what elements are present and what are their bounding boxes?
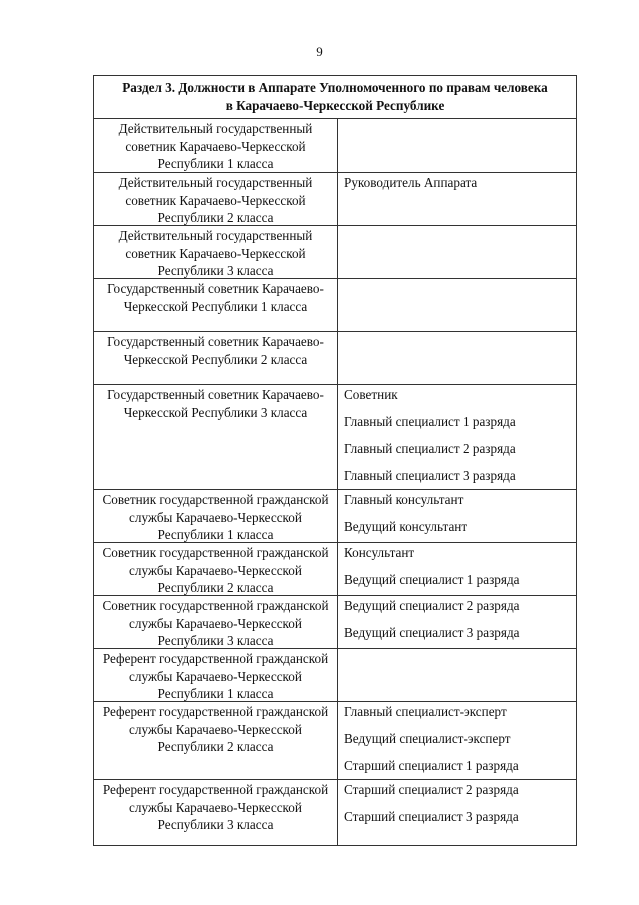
positions-cell xyxy=(344,173,572,200)
rank-cell: Действительный государственный советник Карачаево-Черкесской Республики 3 класса xyxy=(118,228,313,278)
table-row xyxy=(94,649,576,702)
position-item: Ведущий специалист-эксперт xyxy=(344,731,511,746)
position-item: Главный специалист-эксперт xyxy=(344,704,507,719)
rank-cell: Советник государственной гражданской службы Карачаево-Черкесской Республики 3 класса xyxy=(102,598,329,648)
table-row xyxy=(94,543,576,596)
rank-cell: Референт государственной гражданской службы Карачаево-Черкесской Республики 3 класса xyxy=(102,782,329,832)
section-heading: Раздел 3. Должности в Аппарате Уполномоченного по правам человека в Карачаево-Черкесской Республике xyxy=(94,76,576,119)
rank-cell: Действительный государственный советник Карачаево-Черкесской Республики 2 класса xyxy=(118,175,313,225)
table-row xyxy=(94,780,576,845)
rank-cell: Государственный советник Карачаево-Черкесской Республики 1 класса xyxy=(107,281,324,314)
table-row xyxy=(94,279,576,332)
position-item: Главный специалист 3 разряда xyxy=(344,468,516,483)
positions-cell xyxy=(344,780,572,834)
rank-cell: Действительный государственный советник Карачаево-Черкесской Республики 1 класса xyxy=(118,121,313,171)
position-item: Руководитель Аппарата xyxy=(344,175,478,190)
table-row xyxy=(94,173,576,226)
position-item: Ведущий специалист 1 разряда xyxy=(344,572,520,587)
table-row xyxy=(94,226,576,279)
positions-cell xyxy=(344,543,572,597)
position-item: Старший специалист 3 разряда xyxy=(344,809,519,824)
table-row xyxy=(94,119,576,173)
table-row xyxy=(94,332,576,385)
positions-cell xyxy=(344,490,572,544)
ranks-positions-table xyxy=(93,75,577,846)
position-item: Старший специалист 2 разряда xyxy=(344,782,519,797)
rank-cell: Советник государственной гражданской службы Карачаево-Черкесской Республики 1 класса xyxy=(102,492,329,542)
positions-cell xyxy=(344,596,572,650)
position-item: Ведущий специалист 3 разряда xyxy=(344,625,520,640)
positions-cell xyxy=(344,702,572,783)
position-item: Ведущий консультант xyxy=(344,519,468,534)
position-item: Старший специалист 1 разряда xyxy=(344,758,519,773)
table-row xyxy=(94,385,576,490)
table-row xyxy=(94,596,576,649)
position-item: Ведущий специалист 2 разряда xyxy=(344,598,520,613)
position-item: Главный специалист 2 разряда xyxy=(344,441,516,456)
table-row xyxy=(94,702,576,780)
page-number: 9 xyxy=(316,44,323,59)
positions-cell xyxy=(344,385,572,493)
rank-cell: Референт государственной гражданской службы Карачаево-Черкесской Республики 2 класса xyxy=(102,704,329,754)
position-item: Консультант xyxy=(344,545,415,560)
rank-cell: Государственный советник Карачаево-Черкесской Республики 3 класса xyxy=(107,387,324,420)
position-item: Главный специалист 1 разряда xyxy=(344,414,516,429)
rank-cell: Референт государственной гражданской службы Карачаево-Черкесской Республики 1 класса xyxy=(102,651,329,701)
position-item: Советник xyxy=(344,387,398,402)
position-item: Главный консультант xyxy=(344,492,464,507)
table-row xyxy=(94,490,576,543)
rank-cell: Государственный советник Карачаево-Черкесской Республики 2 класса xyxy=(107,334,324,367)
rank-cell: Советник государственной гражданской службы Карачаево-Черкесской Республики 2 класса xyxy=(102,545,329,595)
